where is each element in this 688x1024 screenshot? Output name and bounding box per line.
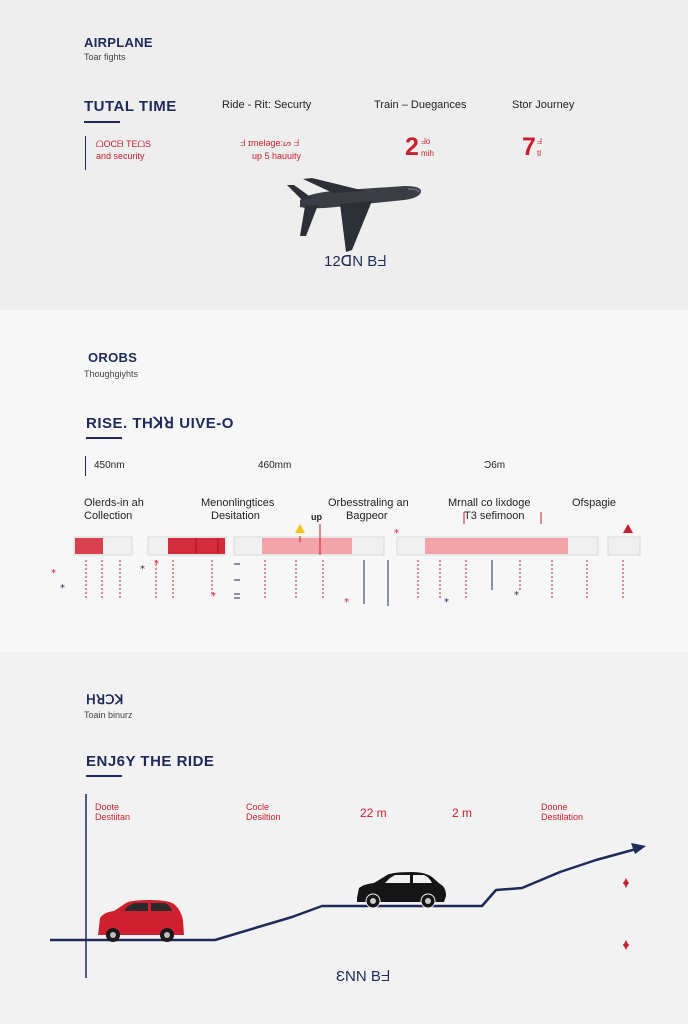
airplane-section-subtitle: Toar fights [84,52,126,62]
red-car-icon [98,900,184,942]
column-value-4-unit-line1: ᖵ [537,137,542,146]
column-label-ride: Ride - Rit: Securty [222,99,312,111]
distance-label-2: 460mm [258,460,292,471]
car-section-subtitle: Toain binurz [84,710,133,720]
train-timeline [0,310,688,652]
svg-text:*: * [444,597,449,608]
stop-label-3-line1: Orbesstraling an [328,497,409,509]
stop-label-3-line2: Bagpeor [346,510,388,522]
stop-label-4-line1: Mrnall co lixdoge [448,497,531,509]
car-label-2-line1: Cocle [246,802,270,812]
train-bar-segments [74,537,640,555]
distance-label-3: Ɔ6m [484,460,506,471]
distance-label-1: 450nm [94,460,125,471]
train-section-subtitle: Thoughgiyhts [84,369,139,379]
svg-text:*: * [514,590,519,601]
stop-label-5-line1: Ofspagie [572,497,617,509]
column-value-1-line2: and security [96,151,145,161]
svg-text:*: * [154,559,159,570]
column-value-1-line1: ᗝOCᗷ TEᗝS [96,139,151,149]
stop-label-2-line2: Desitation [211,510,260,522]
car-section-title: ꓧꓤꓛꓘ [86,692,124,707]
airplane-caption: 12ᗡN Bᖵ [324,253,387,270]
stop-label-1-line2: Collection [84,510,133,522]
svg-text:*: * [140,564,145,575]
column-value-3-number: 2 [405,133,419,161]
car-label-1-line1: Doote [95,802,120,812]
warning-icon [295,524,633,533]
car-panel [0,652,688,1024]
car-caption: ƐNN Bᖵ [336,968,390,985]
stop-label-1-line1: Olerds-in ah [84,497,144,509]
column-label-journey: Stor Journey [512,99,575,111]
car-label-2-line2: Desiltion [246,812,281,822]
train-section-title: OROBS [88,350,138,365]
stop-label-2-line1: Menonlingtices [201,497,275,509]
car-heading: ENJ6Y THE RIDE [86,753,215,770]
car-label-5-line2: Destilation [541,812,584,822]
column-value-4-number: 7 [522,133,536,161]
column-value-2-line2: up 5 hauuity [252,151,302,161]
up-mark: up [311,512,322,522]
car-label-1-line2: Destiitan [95,812,131,822]
column-value-2-line1: ᖵ ɪmeləge:ᔕ ᖵ [240,138,299,148]
train-panel [0,310,688,652]
car-label-5-line1: Doone [541,802,568,812]
svg-text:*: * [51,568,56,579]
stop-label-4-line2: T3 sefimoon [464,510,525,522]
car-label-3: 22 m [360,806,387,820]
airplane-section-title: AIRPLANE [84,35,153,50]
airplane-heading: TUTAL TIME [84,98,177,115]
svg-text:*: * [394,528,399,539]
car-label-4: 2 m [452,806,473,820]
black-car-icon [357,872,446,908]
svg-text:*: * [344,597,349,608]
column-label-train: Train – Duegances [374,99,467,111]
airplane-panel [0,0,688,310]
column-value-3-unit-line2: mih [421,149,434,158]
column-value-4-unit-line2: tl [537,149,541,158]
svg-text:*: * [60,583,65,594]
svg-text:*: * [211,591,216,602]
column-value-3-unit-line1: ᖵo [421,137,431,146]
train-heading: RISE. THꓘꓤ UIVE-O [86,415,234,432]
